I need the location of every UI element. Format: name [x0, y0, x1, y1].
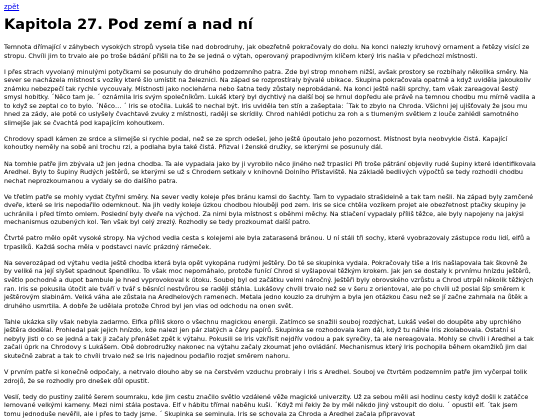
- paragraph: Na tomhle patře jim zbývala už jen jedna chodba. Ta ale vypadala jako by ji vyrobilo něco jiného než trpaslíci Při troše pátrání objevily rudé šupiny které identifikovala Aredhel. Byly to šupiny Rudých ještěrů, se kterými se už s Chrodem setkaly v knihovně Dolního Přístaviště. Na základě bedlivých výpočtů se tedy rozhodli chodbu nechat neprozkoumanou a vydaly se do dalšího patra.: [4, 159, 536, 185]
- paragraph: V prvním patře si konečně odpočaly, a netrvalo dlouho aby se na čerstvém vzduchu probraly i Iris s Aredhel. Souboj ve čtvrtém podzemním patře jim vyčerpal tolik zdrojů, že se rozhodly pro dnešek důl opustit.: [4, 367, 528, 385]
- paragraph: Na severozápad od výtahu vedla ještě chodba která byla opět vykopána rudými ještěry. Do té se skupinka vydala. Pokračovaly tiše a Iris našlapovala tak škovně že by veliké na její slyšet spadnout špendlíku. To však moc nepomáhalo, protože funící Chrod si vyšlapoval těžkým krokem. Jak jen se dostaly k prvnímu hnízdu ještěrů, světlo pochodně a dupot bambule je hned vyprovokoval k útoku. Souboj byl od začátku velmi náročný. Ještěři byly obrovského vzrůstu a Chrod utrpěl několik těžkých ran. Iris se pokusila útočit ale tváří v tvář s běsnící nestvůrou se raději stáhla. Lukášovy chvíli trvalo než se v šeru z orientoval, ale po chvíli už poslal šíp směrem k ještěrovým slabinám. Velká váha ale zůstala na Aredhelových ramenech. Metala jedno kouzlo za druhým a byla jen otázkou času než se jí začne zahmala na ůtěk a druhého usmrtila. A dobře že udělala protože Chrod byl jen vlas od odchodu na onen svět.: [4, 258, 534, 310]
- back-link[interactable]: zpět: [4, 3, 20, 11]
- paragraph: Temnota dřímající v záhybech vysokých stropů vysela tiše nad dobrodruhy, jak obezřetně pokračovaly do dolu. Na konci nalezly kruhový ornament a řetězy visící ze stropu. Chvíli jim to trvalo ale po troše bádání přišli na to že se jedná o výtah, operovaný prapodivným klíčem který Iris našla v předchozí místnosti.: [4, 43, 530, 60]
- chapter-body: [4, 43, 536, 418]
- paragraph: Tahle ukázka síly však nebyla zadarmo. Elfka příliš skoro o všechnu magickou energii. Zatímco se snažili souboj rozdýchat, Lukáš vešel do doupěte aby uprchlého ještěra dodělal. Prohledal pak jejich hnízdo, kde nalezl jen pár zlatých a čáry papírů. Skupinka se rozhodovala kam dál, když tu náhle Iris zkolabovala. Ostatní si nebyly jisti o co se jedná a tak ji začaly přenášet zpět k výtahu. Pokusili se Iris vzkřísit nejdřív vodou a pak syrečky, ta ale nereagovala. Mohly se chvíli i Aredhel a tak začali úprk na Chrodovy s Lukášem. Obě dobrodružky nakonec na výtahu začaly zkoumat jeho ovládání. Mechanismus který Iris pochopila během okamžiků jim dal skutečně zabrat a tak to chvíli trvalo než se Iris najednou podařilo rozjet směrem nahoru.: [4, 317, 534, 360]
- paragraph: Veslí, tedy do pustiny zalité šerem soumraku, kde jim cestu značilo světlo vzdálené věže magické univerzity. Už za sebou měli asi hodinu cesty když došli k zatáčce lemované velkými kameny. Mezi nimi stála postava. Elf v hábitu třímal naběhu kuši. ´Když mi řekly že by měl někdo jiný vstoupit do dolu. ´ opustil elf. ´tak jsem tomu jednoduše nevěřil, ale i přes to tady jsme. ´ Skupinka se seminula. Iris se schovala za Chroda a Aredhel začala připravovat: [4, 392, 529, 418]
- paragraph: Ve třetím patře se mohly vydat čtyřmi směry. Na sever vedly koleje přes bránu kamsi do šachty. Tam to vypadalo strašidelně a tak tam nešli. Na západ byly zamčené dveře, které se Iris nepodařilo odemknout. Na jih vedly koleje úzkou chodbou hlouběji pod zem. Iris se sice chtěla vozíkem projet ale obezřetnost ptačky skupiny je uchránila i před tímto omlem. Poslední byly dveře na východ. Za nimi byla místnost s oběhmi měchy. Na stlačení vypadaly příliš těžce, ale byly napojeny na jakýsi mechanismus ozubených kol. Ten však byl celý zrezlý. Rozhodly se tedy prozkoumat další patro.: [4, 192, 534, 227]
- chapter-title: Kapitola 27. Pod zemí a nad ní: [4, 17, 253, 33]
- paragraph: I přes strach vyvolaný minulými potyčkami se posunuly do druhého podzemního patra. Zde byl strop mnohem nižší, avšak prostory se rozbíhaly několika směry. Na sever se nacházela místnost s vozíky které šlo umístit na železnici. Na západ se rozprostíraly bývalé ubikace. Skupina pokračovala opatrně a když uviděla jakoukoliv známku nebezpečí tak rychle vycouvaly. Místnosti jako noclehárna nebo šatna tedy zůstaly neprobádané. Na konci ještě našli sprchy, tam však zareagoval šestý smysl hobitky. ´Něco tam je. ´ oznámila Iris svým společníkům. Lukáš který byl dychtivý na další boj se hrnul dopředu ale právě na temnou chodbu mu mírně vadila a to když se zeptal co to bylo. ´Něco… ´ Iris se otočila. Lukáš to nechal být. Iris uviděla ten stín a zašeptala: ´Tak to zbylo na Chroda. Všichni jej ujišťovaly že jsou mu hned za zády, ale poté co uslyšely čvachtavé zvuky z místnosti, raději se skrídily. Chrod nahlédl potichu za roh a s tlumeným světlem z louče zahlédl samotného slimejše jak se čvachtá pod kapajícím kohoutkem.: [4, 67, 536, 127]
- paragraph: Čtvrté patro mělo opět vysoké stropy. Na východ vedla cesta s kolejemi ale byla zatarasená bránou. U ní stáli tři sochy, které vyobrazovaly zástupce rodu lidí, elfů a trpaslíků. Každá socha měla v podstavci navíc prázdný rámeček.: [4, 234, 530, 251]
- paragraph: Chrodovy spadl kámen ze srdce a slimejše si rychle podal, než se ze sprch odešel, jeho ještě úpoutalo jeho pozornost. Místnost byla neobvykle čistá. Kapající kohoutky neměly na sobě ani trochu rzi, a podlaha byla také čistá. Přizval i ženské družky, se kterými se posunuly dál.: [4, 134, 508, 152]
